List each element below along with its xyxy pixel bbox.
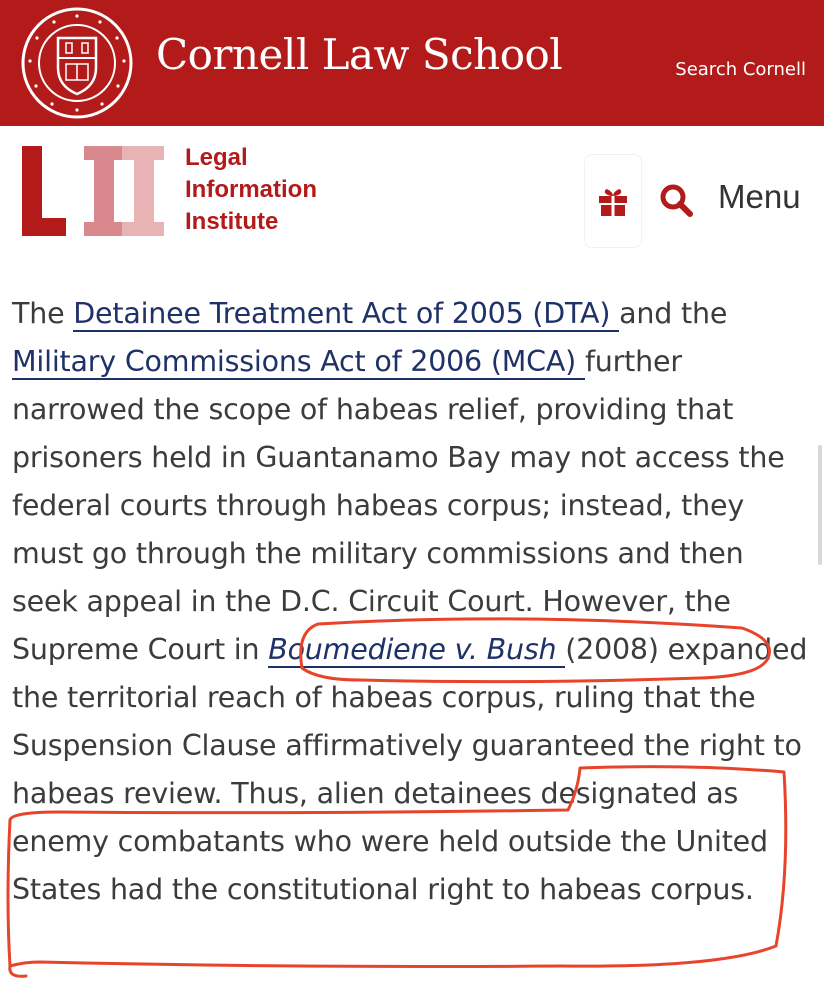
article-paragraph bbox=[12, 290, 812, 914]
lii-logo[interactable] bbox=[22, 146, 164, 236]
article-text-1: The bbox=[12, 297, 74, 330]
school-name[interactable]: Cornell Law School bbox=[156, 30, 563, 79]
search-icon bbox=[659, 183, 693, 217]
link-military-commissions-act[interactable]: Military Commissions Act of 2006 (MCA) bbox=[12, 345, 585, 378]
link-detainee-treatment-act[interactable]: Detainee Treatment Act of 2005 (DTA) bbox=[73, 297, 620, 330]
lii-wordmark[interactable] bbox=[185, 142, 355, 238]
link-boumediene-v-bush[interactable]: Boumediene v. Bush bbox=[268, 633, 566, 666]
lii-word-information: Information bbox=[185, 176, 317, 203]
gift-icon bbox=[597, 186, 629, 216]
search-button[interactable] bbox=[656, 180, 696, 220]
article-text-2: and the bbox=[619, 297, 728, 330]
search-cornell-link[interactable]: Search Cornell bbox=[675, 59, 806, 80]
article-text-3: further narrowed the scope of habeas relief, providing that prisoners held in Guantanamo Bay may not access the federal courts through habeas corpus; instead, they must go through the military commissions and then seek appeal in the D.C. Circuit Court. However, the Supreme Court in bbox=[12, 345, 785, 666]
annotation-tail bbox=[10, 966, 26, 976]
lii-word-institute: Institute bbox=[185, 208, 279, 235]
donate-button[interactable] bbox=[584, 154, 642, 248]
cornell-seal-icon[interactable] bbox=[20, 6, 134, 120]
lii-word-legal: Legal bbox=[185, 144, 248, 171]
scrollbar[interactable] bbox=[818, 445, 822, 565]
lii-bar bbox=[0, 126, 824, 264]
menu-button[interactable]: Menu bbox=[718, 178, 801, 215]
cornell-header bbox=[0, 0, 824, 126]
article-text-4: (2008) expanded the territorial reach of habeas corpus, ruling that the Suspension Clause affirmatively guaranteed the right to habeas review. Thus, alien detainees designated as enemy combatants who were held outside the United States had the constitutional right to habeas corpus. bbox=[12, 633, 808, 906]
